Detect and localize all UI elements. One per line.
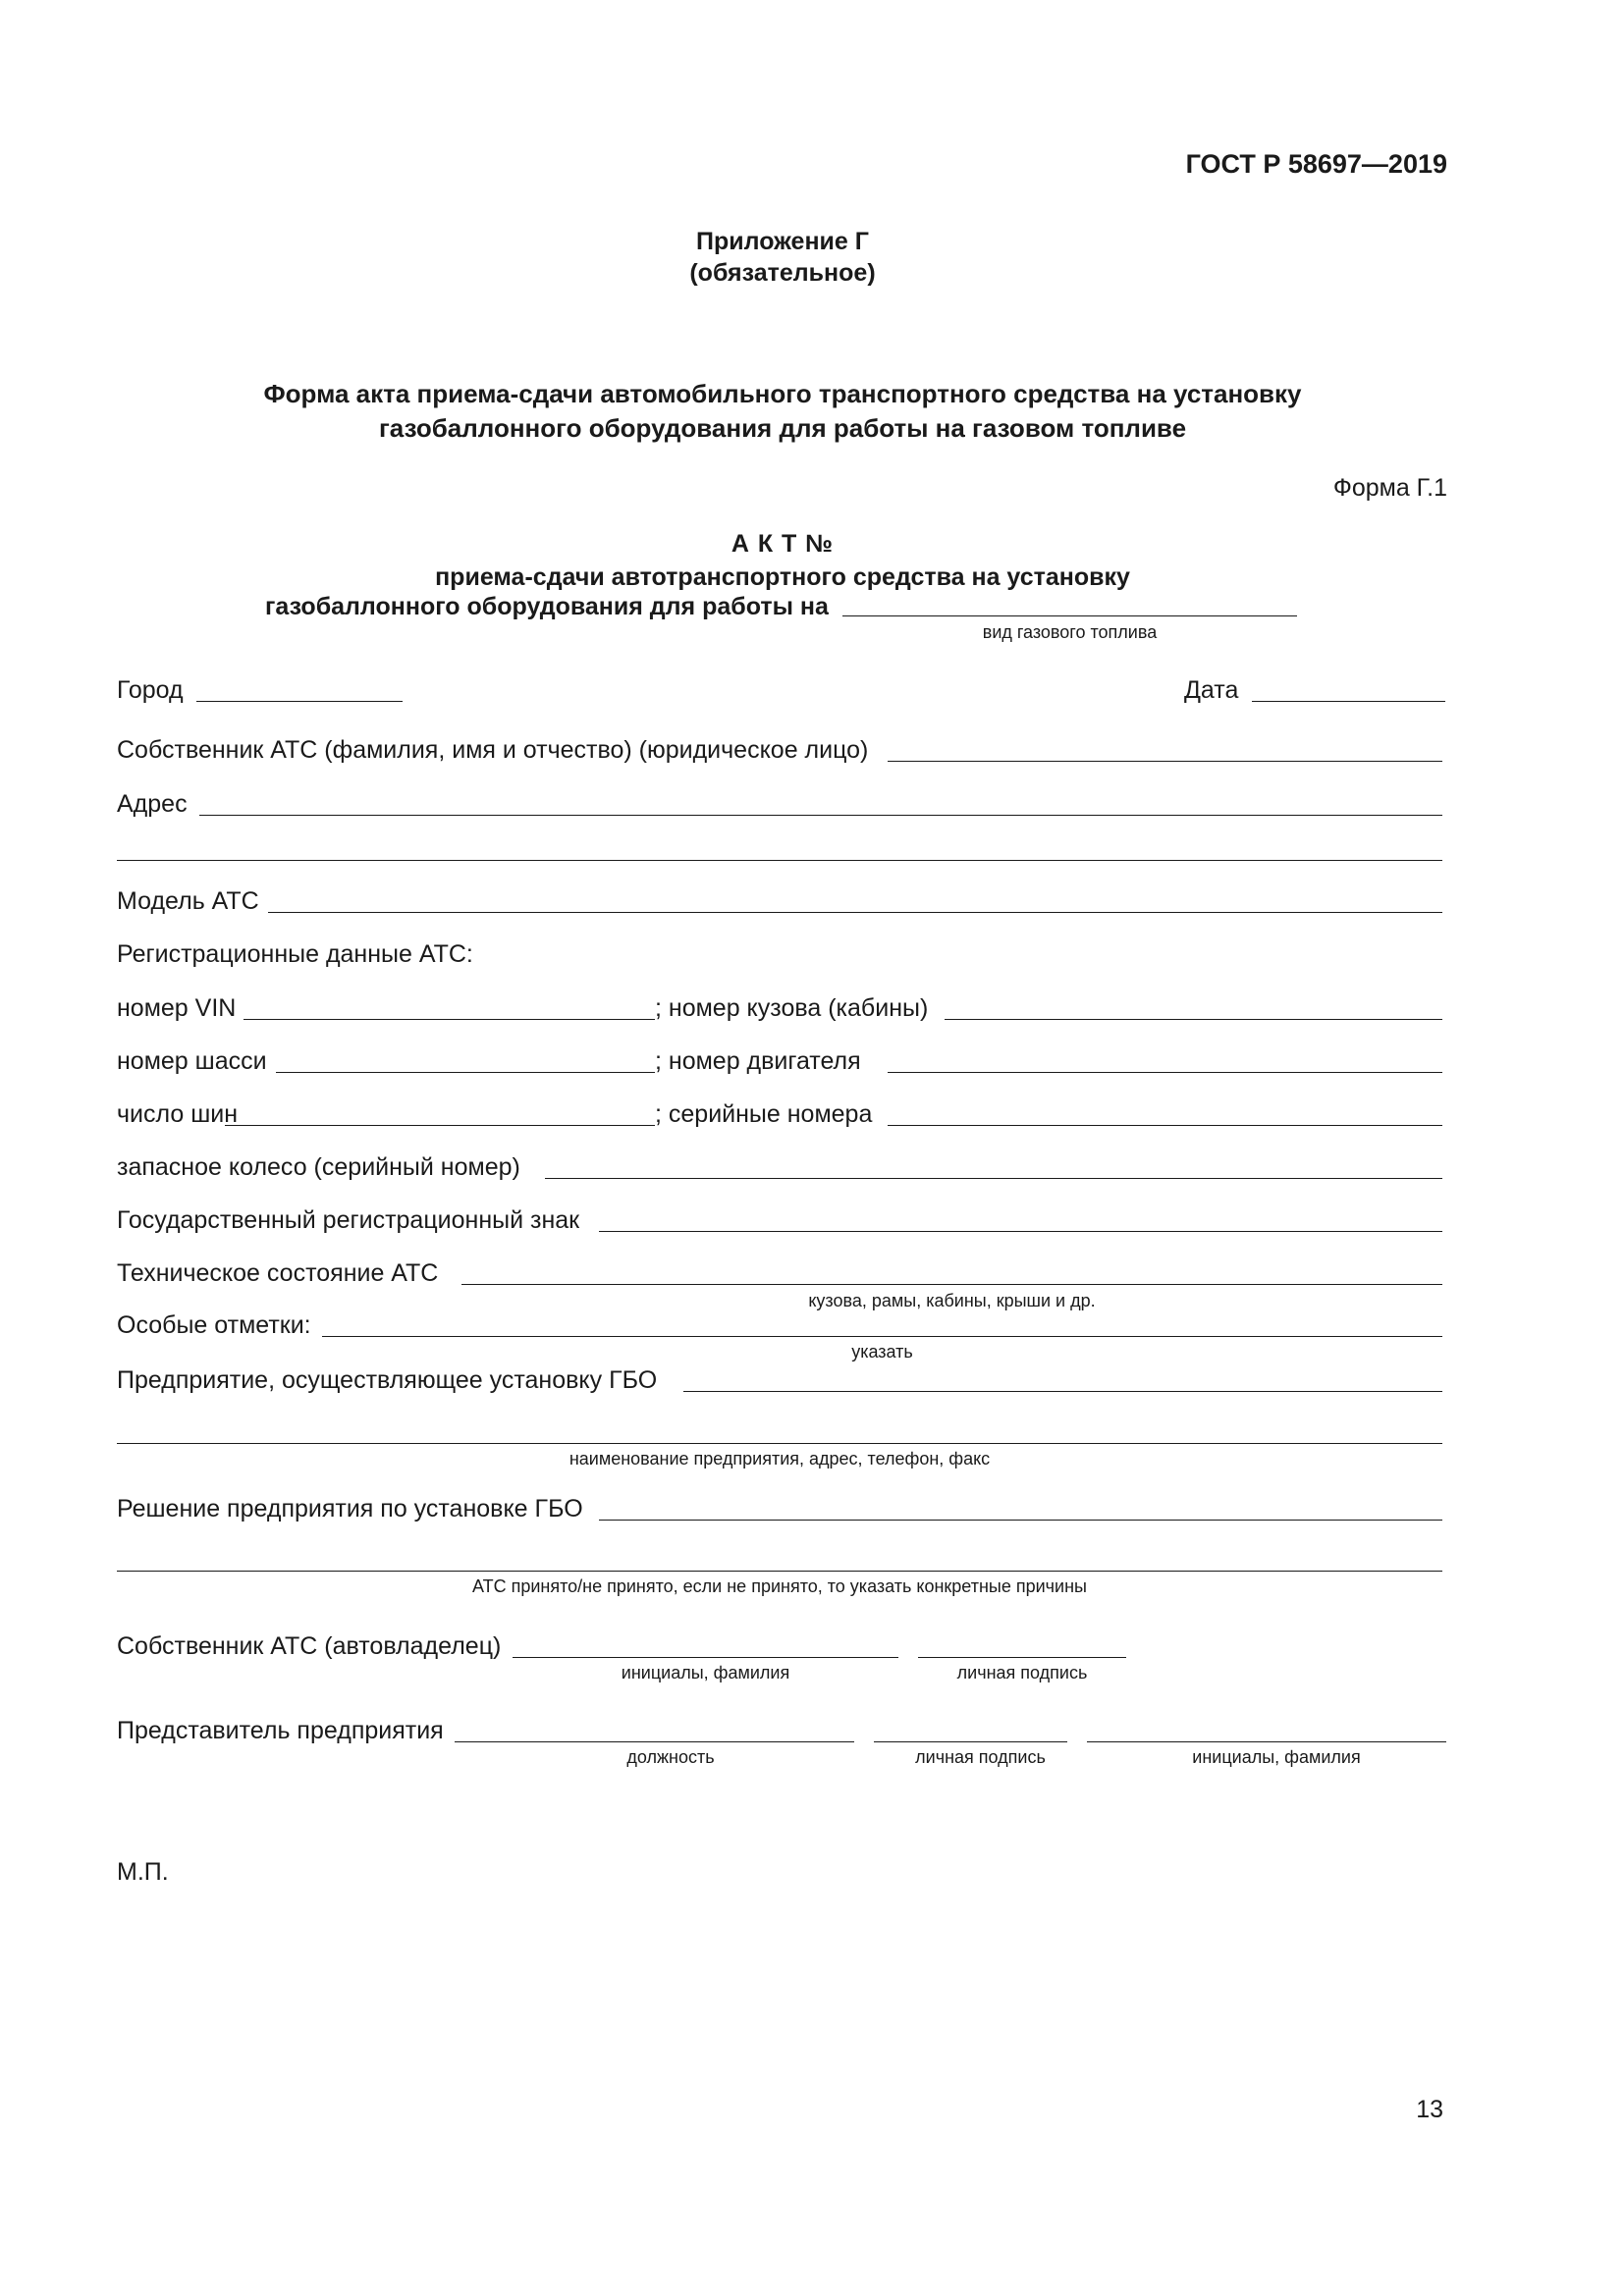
company-caption: наименование предприятия, адрес, телефон, факс	[568, 1449, 991, 1468]
owner-initials-field[interactable]	[513, 1657, 898, 1658]
decision-field-2[interactable]	[117, 1571, 1442, 1572]
rep-signature-field[interactable]	[874, 1741, 1067, 1742]
tires-label: число шин	[117, 1100, 239, 1128]
owner-label: Собственник АТС (фамилия, имя и отчество) (юридическое лицо)	[117, 736, 869, 764]
notes-caption: указать	[851, 1342, 913, 1362]
owner-initials-caption: инициалы, фамилия	[621, 1663, 790, 1682]
act-subtitle-line2: газобаллонного оборудования для работы на	[265, 593, 829, 620]
condition-label: Техническое состояние АТС	[117, 1259, 439, 1287]
owner-field[interactable]	[888, 761, 1442, 762]
company-field-1[interactable]	[683, 1391, 1442, 1392]
stamp-mark: М.П.	[117, 1858, 169, 1886]
page-number: 13	[1416, 2096, 1443, 2123]
decision-field-1[interactable]	[599, 1520, 1442, 1521]
decision-label: Решение предприятия по установке ГБО	[117, 1495, 583, 1522]
rep-signature-caption: личная подпись	[915, 1747, 1046, 1767]
document-code: ГОСТ Р 58697—2019	[1185, 149, 1447, 179]
notes-label: Особые отметки:	[117, 1311, 311, 1339]
spare-wheel-field[interactable]	[545, 1178, 1442, 1179]
condition-caption: кузова, рамы, кабины, крыши и др.	[808, 1291, 1096, 1310]
plate-label: Государственный регистрационный знак	[117, 1206, 580, 1234]
fuel-type-caption: вид газового топлива	[982, 622, 1158, 642]
model-field[interactable]	[268, 912, 1442, 913]
appendix-title: Приложение Г	[696, 228, 869, 255]
address-field-2[interactable]	[117, 860, 1442, 861]
appendix-status: (обязательное)	[689, 259, 876, 287]
address-label: Адрес	[117, 790, 188, 818]
address-field-1[interactable]	[199, 815, 1442, 816]
city-label: Город	[117, 676, 184, 704]
form-title-line2: газобаллонного оборудования для работы на газовом топливе	[378, 413, 1187, 443]
registration-label: Регистрационные данные АТС:	[117, 940, 473, 968]
rep-initials-field[interactable]	[1087, 1741, 1446, 1742]
company-label: Предприятие, осуществляющее установку ГБО	[117, 1366, 658, 1394]
owner-signature-field[interactable]	[918, 1657, 1126, 1658]
body-number-field[interactable]	[945, 1019, 1442, 1020]
form-title-line1: Форма акта приема-сдачи автомобильного транспортного средства на установку	[263, 379, 1302, 408]
act-heading: А К Т №	[731, 530, 835, 558]
engine-field[interactable]	[888, 1072, 1442, 1073]
company-field-2[interactable]	[117, 1443, 1442, 1444]
fuel-type-line[interactable]	[842, 615, 1297, 616]
serials-field[interactable]	[888, 1125, 1442, 1126]
decision-caption: АТС принято/не принято, если не принято, то указать конкретные причины	[472, 1576, 1087, 1596]
model-label: Модель АТС	[117, 887, 259, 915]
rep-initials-caption: инициалы, фамилия	[1192, 1747, 1361, 1767]
form-number: Форма Г.1	[1332, 474, 1447, 502]
condition-field[interactable]	[461, 1284, 1442, 1285]
rep-position-caption: должность	[626, 1747, 715, 1767]
vin-field[interactable]	[244, 1019, 655, 1020]
owner-signature-caption: личная подпись	[956, 1663, 1088, 1682]
vin-label: номер VIN	[117, 994, 237, 1022]
plate-field[interactable]	[599, 1231, 1442, 1232]
date-field[interactable]	[1252, 701, 1445, 702]
engine-label: ; номер двигателя	[655, 1047, 861, 1075]
representative-label: Представитель предприятия	[117, 1717, 444, 1744]
serials-label: ; серийные номера	[655, 1100, 873, 1128]
city-field[interactable]	[196, 701, 403, 702]
tires-field[interactable]	[225, 1125, 655, 1126]
owner-signature-label: Собственник АТС (автовладелец)	[117, 1632, 502, 1660]
rep-position-field[interactable]	[455, 1741, 854, 1742]
act-subtitle-line1: приема-сдачи автотранспортного средства на установку	[435, 563, 1130, 591]
date-label: Дата	[1184, 676, 1239, 704]
body-number-label: ; номер кузова (кабины)	[655, 994, 929, 1022]
spare-wheel-label: запасное колесо (серийный номер)	[117, 1153, 520, 1181]
notes-field[interactable]	[322, 1336, 1442, 1337]
chassis-field[interactable]	[276, 1072, 655, 1073]
chassis-label: номер шасси	[117, 1047, 267, 1075]
